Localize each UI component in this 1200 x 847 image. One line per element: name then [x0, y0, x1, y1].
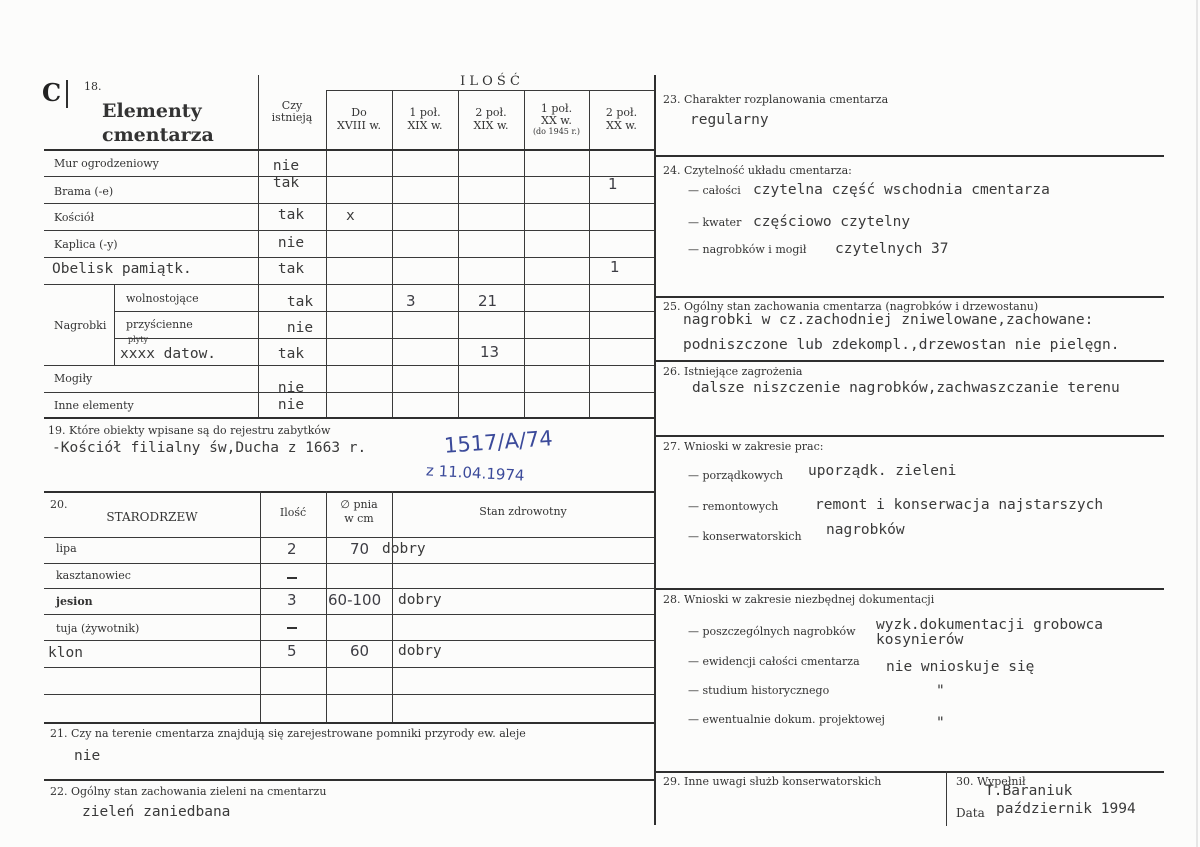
s27-item-1-label: — porządkowych [688, 469, 783, 482]
row-wolnostojace-p2: 3 [406, 292, 416, 310]
row-plyty-p3: 13 [480, 343, 500, 361]
s23-label: 23. Charakter rozplanowania cmentarza [663, 93, 889, 106]
s22-value: zieleń zaniedbana [82, 804, 231, 820]
row-exists-wolnostojace: tak [286, 294, 314, 310]
period-header-4-l1: 1 poł. [540, 102, 573, 115]
section-letter: C [42, 78, 62, 107]
row-exists-brama: tak [272, 175, 300, 191]
s25-line-2: podniszczone lub zdekompl.,drzewostan nie pielęgn. [683, 337, 1120, 353]
tree-state-3: dobry [398, 592, 442, 608]
row-brama-p5: 1 [608, 175, 618, 193]
s20-col-count: Ilość [279, 506, 307, 519]
s27-item-2-label: — remontowych [688, 500, 779, 513]
s19-label: 19. Które obiekty wpisane są do rejestru zabytków [48, 424, 331, 437]
s27-item-1-value: uporządk. zieleni [808, 463, 957, 479]
tree-count-1: 2 [287, 540, 297, 558]
period-header-2-l2: XIX w. [407, 119, 443, 132]
s25-line-1: nagrobki w cz.zachodniej zniwelowane,zachowane: [683, 312, 1094, 328]
tree-count-4-dash [287, 627, 297, 629]
s19-register-number: 1517/A/74 [443, 426, 554, 458]
row-label-mur: Mur ogrodzeniowy [54, 157, 159, 170]
s30-label: 30. Wypełnił [956, 775, 1026, 788]
row-exists-mogily: nie [277, 380, 305, 396]
s20-col-diameter-l1: ∅ pnia [340, 498, 378, 511]
s30-date-label: Data [956, 806, 985, 820]
period-header-3-l1: 2 poł. [475, 106, 507, 119]
s24-item-2-label: — kwater [688, 216, 742, 229]
s24-label: 24. Czytelność układu cmentarza: [663, 164, 852, 177]
row-label-brama: Brama (-e) [54, 185, 114, 198]
row-label-kosciol: Kościół [54, 211, 95, 224]
tree-name-4: tuja (żywotnik) [56, 622, 140, 635]
row-label-przyscienne: przyścienne [126, 318, 193, 331]
period-header-3-l2: XIX w. [473, 119, 509, 132]
section-18-number: 18. [84, 80, 102, 93]
tree-name-3: jesion [56, 595, 93, 608]
s27-item-2-value: remont i konserwacja najstarszych [815, 497, 1104, 513]
tree-diam-5: 60 [350, 642, 370, 660]
s28-item-1-value2: kosynierów [876, 632, 964, 648]
s28-item-3-value: " [936, 683, 945, 699]
s24-item-3-value: czytelnych 37 [835, 241, 949, 257]
s27-label: 27. Wnioski w zakresie prac: [663, 440, 824, 453]
s21-value: nie [74, 748, 101, 764]
tree-diam-3: 60-100 [328, 591, 382, 609]
tree-diam-1: 70 [350, 540, 370, 558]
s26-value: dalsze niszczenie nagrobków,zachwaszczanie terenu [692, 380, 1120, 396]
s25-label: 25. Ogólny stan zachowania cmentarza (nagrobków i drzewostanu) [663, 300, 1039, 313]
s29-label: 29. Inne uwagi służb konserwatorskich [663, 775, 882, 788]
row-obelisk-p5: 1 [610, 258, 620, 276]
tree-name-2: kasztanowiec [56, 569, 131, 582]
s21-label: 21. Czy na terenie cmentarza znajdują się zarejestrowane pomniki przyrody ew. aleje [50, 727, 526, 740]
s24-item-3-label: — nagrobków i mogił [688, 243, 807, 256]
row-label-plyty-printed: płyty [128, 335, 148, 344]
row-label-plyty: xxxx datow. [120, 346, 217, 362]
s20-title: STARODRZEW [106, 510, 198, 524]
period-header-1-l2: XVIII w. [337, 119, 381, 132]
tree-state-5: dobry [398, 643, 442, 659]
s24-item-2-value: częściowo czytelny [753, 214, 911, 230]
s23-value: regularny [690, 112, 769, 128]
tree-count-3: 3 [287, 591, 297, 609]
s19-value: -Kościół filialny św,Ducha z 1663 r. [52, 440, 367, 456]
exists-header-line1: Czy [281, 99, 303, 112]
s26-label: 26. Istniejące zagrożenia [663, 365, 803, 378]
s20-col-health: Stan zdrowotny [479, 505, 567, 518]
tree-name-1: lipa [56, 542, 77, 555]
period-header-1-l1: Do [351, 106, 367, 119]
row-label-inne: Inne elementy [54, 399, 134, 412]
period-header-2-l1: 1 poł. [409, 106, 441, 119]
s28-item-4-value: " [936, 715, 945, 731]
row-wolnostojace-p3: 21 [478, 292, 498, 310]
s24-item-1-value: czytelna część wschodnia cmentarza [753, 182, 1050, 198]
s27-item-3-label: — konserwatorskich [688, 530, 802, 543]
s27-item-3-value: nagrobków [826, 522, 905, 538]
row-label-obelisk: Obelisk pamiątk. [52, 261, 192, 277]
quantity-header: I L O Ś Ć [460, 74, 520, 89]
section-18-title-line2: cmentarza [102, 124, 214, 146]
row-exists-obelisk: tak [277, 261, 305, 277]
row-exists-plyty: tak [277, 346, 305, 362]
row-kosciol-p1: x [346, 208, 355, 224]
s30-date-value: październik 1994 [996, 801, 1136, 817]
row-exists-przyscienne: nie [286, 320, 314, 336]
row-label-kaplica: Kaplica (-y) [54, 238, 118, 251]
tree-name-5: klon [48, 645, 83, 661]
s20-number: 20. [50, 498, 68, 511]
row-label-nagrobki: Nagrobki [54, 319, 107, 332]
row-exists-mur: nie [272, 158, 300, 174]
period-header-5-l2: XX w. [606, 119, 637, 132]
s28-item-4-label: — ewentualnie dokum. projektowej [688, 713, 885, 726]
s24-item-1-label: — całości [688, 184, 741, 197]
exists-header-line2: istnieją [271, 111, 313, 124]
row-label-wolnostojace: wolnostojące [126, 292, 199, 305]
row-label-mogily: Mogiły [54, 372, 93, 385]
s19-register-date: z 11.04.1974 [425, 461, 525, 485]
section-18-title-line1: Elementy [102, 100, 202, 122]
period-header-4-l3: (do 1945 r.) [532, 127, 581, 136]
period-header-4-l2: XX w. [541, 114, 572, 127]
tree-count-5: 5 [287, 642, 297, 660]
period-header-5-l1: 2 poł. [605, 106, 638, 119]
tree-state-1: dobry [382, 541, 426, 557]
s28-item-3-label: — studium historycznego [688, 684, 830, 697]
row-exists-kosciol: tak [277, 207, 305, 223]
s28-item-2-label: — ewidencji całości cmentarza [688, 655, 860, 668]
s28-item-1-value: wyzk.dokumentacji grobowca [876, 617, 1103, 633]
center-divider [654, 75, 656, 825]
s28-label: 28. Wnioski w zakresie niezbędnej dokumentacji [663, 593, 935, 606]
tree-count-2-dash [287, 577, 297, 579]
s28-item-2-value: nie wnioskuje się [886, 659, 1035, 675]
row-exists-kaplica: nie [277, 235, 305, 251]
s28-item-1-label: — poszczególnych nagrobków [688, 625, 856, 638]
row-exists-inne: nie [277, 397, 305, 413]
s22-label: 22. Ogólny stan zachowania zieleni na cmentarzu [50, 785, 327, 798]
s20-col-diameter-l2: w cm [344, 512, 374, 525]
s30-filled-by: T.Baraniuk [985, 783, 1073, 799]
